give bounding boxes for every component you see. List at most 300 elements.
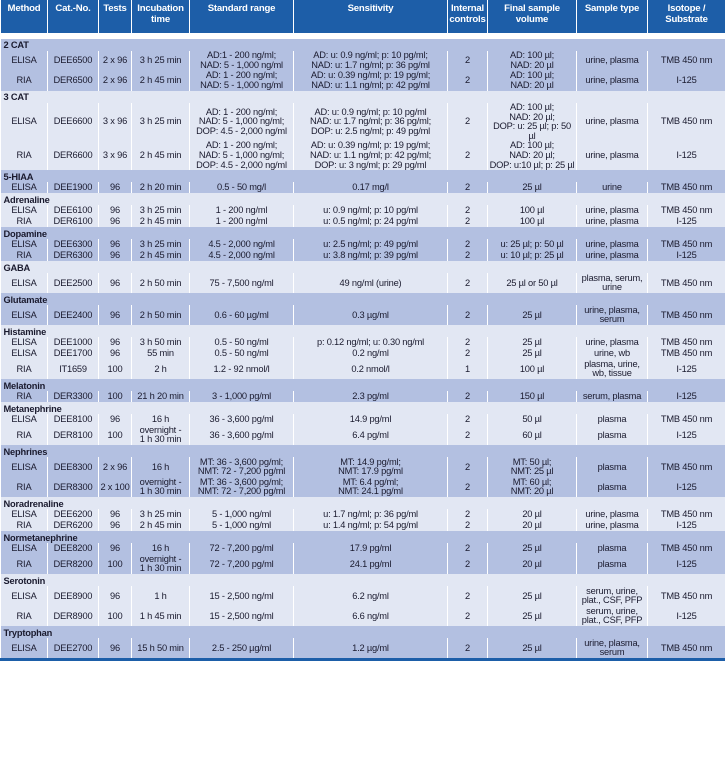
cell-standard-range: AD: 1 - 200 ng/ml; NAD: 5 - 1,000 ng/ml; DOP: 4.5 - 2,000 ng/ml [190, 103, 294, 141]
cell-final-sample-volume: 25 µl [488, 337, 577, 348]
cell-final-sample-volume: 20 µl [488, 554, 577, 574]
cell-tests: 2 x 96 [99, 71, 132, 91]
cell-standard-range: 5 - 1,000 ng/ml [190, 509, 294, 520]
cell-isotope-substrate: I-125 [648, 520, 725, 531]
cell-standard-range: 15 - 2,500 ng/ml [190, 606, 294, 626]
cell-sensitivity: 6.4 pg/ml [294, 425, 448, 445]
cell-cat-no: DEE2500 [48, 273, 99, 293]
cell-internal-controls: 2 [448, 586, 488, 606]
cell-cat-no: DEE1900 [48, 182, 99, 193]
cell-sensitivity: 6.2 ng/ml [294, 586, 448, 606]
cell-incubation-time: 3 h 50 min [132, 337, 190, 348]
cell-sensitivity: 0.2 nmol/l [294, 359, 448, 379]
cell-cat-no: DER8100 [48, 425, 99, 445]
cell-method: RIA [1, 250, 48, 261]
cell-cat-no: DEE6300 [48, 239, 99, 250]
cell-standard-range: AD: 1 - 200 ng/ml; NAD: 5 - 1,000 ng/ml; DOP: 4.5 - 2,000 ng/ml [190, 141, 294, 170]
cell-cat-no: DER6300 [48, 250, 99, 261]
table-row [1, 606, 725, 626]
cell-internal-controls: 2 [448, 250, 488, 261]
cell-standard-range: 1 - 200 ng/ml [190, 205, 294, 216]
cell-internal-controls: 2 [448, 425, 488, 445]
cell-sensitivity: u: 1.4 ng/ml; p: 54 pg/ml [294, 520, 448, 531]
group-header-row [1, 574, 725, 586]
cell-isotope-substrate: TMB 450 nm [648, 239, 725, 250]
table-row [1, 543, 725, 554]
cell-internal-controls: 2 [448, 520, 488, 531]
cell-final-sample-volume: 100 µl [488, 205, 577, 216]
cell-tests: 96 [99, 348, 132, 359]
cell-sample-type: plasma [577, 543, 648, 554]
cell-sample-type: urine, plasma, serum [577, 638, 648, 660]
cell-sensitivity: MT: 6.4 pg/ml; NMT: 24.1 pg/ml [294, 477, 448, 497]
group-name: Tryptophan [1, 626, 725, 638]
cell-isotope-substrate: I-125 [648, 606, 725, 626]
cell-method: RIA [1, 606, 48, 626]
cell-method: ELISA [1, 273, 48, 293]
column-header-method: Method [1, 0, 48, 33]
cell-standard-range: 4.5 - 2,000 ng/ml [190, 239, 294, 250]
group-header-row [1, 261, 725, 273]
group-name: Histamine [1, 325, 725, 337]
cell-sensitivity: 14.9 pg/ml [294, 414, 448, 425]
cell-sensitivity: u: 1.7 ng/ml; p: 36 pg/ml [294, 509, 448, 520]
cell-isotope-substrate: TMB 450 nm [648, 182, 725, 193]
cell-cat-no: DEE8100 [48, 414, 99, 425]
cell-method: RIA [1, 216, 48, 227]
cell-tests: 96 [99, 239, 132, 250]
cell-final-sample-volume: 25 µl [488, 182, 577, 193]
column-header-final-sample-volume: Final sample volume [488, 0, 577, 33]
cell-tests: 100 [99, 554, 132, 574]
cell-isotope-substrate: TMB 450 nm [648, 273, 725, 293]
table-row [1, 638, 725, 660]
cell-final-sample-volume: 50 µl [488, 414, 577, 425]
cell-final-sample-volume: 25 µl [488, 543, 577, 554]
cell-sensitivity: 2.3 pg/ml [294, 391, 448, 402]
group-name: Metanephrine [1, 402, 725, 414]
cell-internal-controls: 2 [448, 205, 488, 216]
cell-standard-range: MT: 36 - 3,600 pg/ml; NMT: 72 - 7,200 pg/ml [190, 457, 294, 477]
cell-isotope-substrate: I-125 [648, 216, 725, 227]
table-row [1, 141, 725, 170]
cell-incubation-time: 2 h 45 min [132, 141, 190, 170]
cell-standard-range: 72 - 7,200 pg/ml [190, 554, 294, 574]
cell-sample-type: urine, plasma [577, 216, 648, 227]
cell-sample-type: plasma [577, 425, 648, 445]
cell-method: RIA [1, 554, 48, 574]
cell-final-sample-volume: 100 µl [488, 216, 577, 227]
cell-incubation-time: 3 h 25 min [132, 51, 190, 71]
cell-isotope-substrate: TMB 450 nm [648, 103, 725, 141]
table-row [1, 216, 725, 227]
cell-method: RIA [1, 71, 48, 91]
cell-standard-range: 4.5 - 2,000 ng/ml [190, 250, 294, 261]
cell-final-sample-volume: 25 µl [488, 305, 577, 325]
table-row [1, 391, 725, 402]
cell-tests: 100 [99, 359, 132, 379]
cell-sample-type: urine, wb [577, 348, 648, 359]
group-name: 3 CAT [1, 91, 725, 103]
cell-incubation-time: overnight - 1 h 30 min [132, 554, 190, 574]
cell-tests: 96 [99, 273, 132, 293]
cell-standard-range: MT: 36 - 3,600 pg/ml; NMT: 72 - 7,200 pg/ml [190, 477, 294, 497]
cell-standard-range: 0.5 - 50 ng/ml [190, 337, 294, 348]
cell-cat-no: IT1659 [48, 359, 99, 379]
cell-cat-no: DEE8200 [48, 543, 99, 554]
cell-incubation-time: 2 h 45 min [132, 216, 190, 227]
cell-method: ELISA [1, 414, 48, 425]
cell-internal-controls: 2 [448, 216, 488, 227]
cell-isotope-substrate: TMB 450 nm [648, 414, 725, 425]
cell-final-sample-volume: MT: 50 µl; NMT: 25 µl [488, 457, 577, 477]
cell-sensitivity: 17.9 pg/ml [294, 543, 448, 554]
cell-incubation-time: 2 h 20 min [132, 182, 190, 193]
cell-incubation-time: 16 h [132, 543, 190, 554]
cell-isotope-substrate: I-125 [648, 141, 725, 170]
cell-sensitivity: u: 2.5 ng/ml; p: 49 pg/ml [294, 239, 448, 250]
cell-sensitivity: 1.2 µg/ml [294, 638, 448, 660]
cell-sensitivity: 0.3 µg/ml [294, 305, 448, 325]
cell-final-sample-volume: AD: 100 µl; NAD: 20 µl [488, 71, 577, 91]
cell-method: ELISA [1, 239, 48, 250]
cell-tests: 96 [99, 250, 132, 261]
cell-sensitivity: AD: u: 0.9 ng/ml; p: 10 pg/ml; NAD: u: 1.7 ng/ml; p: 36 pg/ml [294, 51, 448, 71]
cell-standard-range: 36 - 3,600 pg/ml [190, 414, 294, 425]
cell-isotope-substrate: TMB 450 nm [648, 305, 725, 325]
cell-internal-controls: 2 [448, 554, 488, 574]
cell-isotope-substrate: I-125 [648, 71, 725, 91]
cell-sensitivity: 0.2 ng/ml [294, 348, 448, 359]
group-header-row [1, 325, 725, 337]
cell-method: ELISA [1, 51, 48, 71]
cell-final-sample-volume: 60 µl [488, 425, 577, 445]
cell-standard-range: AD: 1 - 200 ng/ml; NAD: 5 - 1,000 ng/ml [190, 71, 294, 91]
cell-sample-type: plasma [577, 554, 648, 574]
table-row [1, 250, 725, 261]
cell-standard-range: 0.5 - 50 mg/l [190, 182, 294, 193]
cell-method: ELISA [1, 638, 48, 660]
cell-tests: 3 x 96 [99, 141, 132, 170]
cell-internal-controls: 1 [448, 359, 488, 379]
cell-cat-no: DEE8300 [48, 457, 99, 477]
cell-sensitivity: u: 0.5 ng/ml; p: 24 pg/ml [294, 216, 448, 227]
cell-final-sample-volume: AD: 100 µl; NAD: 20 µl [488, 51, 577, 71]
cell-sample-type: urine, plasma [577, 239, 648, 250]
table-row [1, 205, 725, 216]
cell-isotope-substrate: TMB 450 nm [648, 586, 725, 606]
cell-method: RIA [1, 520, 48, 531]
cell-method: ELISA [1, 543, 48, 554]
cell-isotope-substrate: TMB 450 nm [648, 509, 725, 520]
cell-cat-no: DEE8900 [48, 586, 99, 606]
cell-cat-no: DEE6200 [48, 509, 99, 520]
group-header-row [1, 193, 725, 205]
cell-incubation-time: 3 h 25 min [132, 509, 190, 520]
cell-cat-no: DER8300 [48, 477, 99, 497]
cell-final-sample-volume: u: 10 µl; p: 25 µl [488, 250, 577, 261]
cell-final-sample-volume: 20 µl [488, 520, 577, 531]
cell-internal-controls: 2 [448, 51, 488, 71]
group-name: Serotonin [1, 574, 725, 586]
table-row [1, 509, 725, 520]
cell-incubation-time: 3 h 25 min [132, 103, 190, 141]
table-row [1, 554, 725, 574]
cell-sample-type: urine [577, 182, 648, 193]
cell-internal-controls: 2 [448, 239, 488, 250]
cell-sensitivity: 0.17 mg/l [294, 182, 448, 193]
cell-incubation-time: 1 h [132, 586, 190, 606]
cell-final-sample-volume: MT: 60 µl; NMT: 20 µl [488, 477, 577, 497]
cell-standard-range: 1.2 - 92 nmol/l [190, 359, 294, 379]
group-name: 2 CAT [1, 39, 725, 51]
cell-cat-no: DER6100 [48, 216, 99, 227]
table-header [1, 0, 725, 33]
cell-cat-no: DEE2400 [48, 305, 99, 325]
table-row [1, 359, 725, 379]
cell-tests: 96 [99, 182, 132, 193]
cell-final-sample-volume: AD: 100 µl; NAD: 20 µl; DOP: u:10 µl; p: 25 µl [488, 141, 577, 170]
cell-sample-type: plasma, urine, wb, tissue [577, 359, 648, 379]
cell-cat-no: DEE6500 [48, 51, 99, 71]
cell-method: RIA [1, 477, 48, 497]
cell-cat-no: DEE1700 [48, 348, 99, 359]
cell-internal-controls: 2 [448, 606, 488, 626]
cell-internal-controls: 2 [448, 477, 488, 497]
cell-internal-controls: 2 [448, 182, 488, 193]
cell-final-sample-volume: 150 µl [488, 391, 577, 402]
cell-cat-no: DEE1000 [48, 337, 99, 348]
cell-sample-type: urine, plasma [577, 337, 648, 348]
cell-sample-type: urine, plasma [577, 103, 648, 141]
cell-incubation-time: 1 h 45 min [132, 606, 190, 626]
group-header-row [1, 227, 725, 239]
cell-method: RIA [1, 391, 48, 402]
column-header-isotope-substrate: Isotope / Substrate [648, 0, 725, 33]
cell-sensitivity: 49 ng/ml (urine) [294, 273, 448, 293]
table-row [1, 457, 725, 477]
cell-method: RIA [1, 359, 48, 379]
group-name: Normetanephrine [1, 531, 725, 543]
group-header-row [1, 379, 725, 391]
cell-standard-range: 3 - 1,000 pg/ml [190, 391, 294, 402]
cell-method: ELISA [1, 348, 48, 359]
cell-internal-controls: 2 [448, 103, 488, 141]
cell-internal-controls: 2 [448, 273, 488, 293]
cell-internal-controls: 2 [448, 391, 488, 402]
cell-internal-controls: 2 [448, 509, 488, 520]
cell-tests: 100 [99, 606, 132, 626]
cell-final-sample-volume: u: 25 µl; p: 50 µl [488, 239, 577, 250]
cell-standard-range: 2.5 - 250 µg/ml [190, 638, 294, 660]
cell-tests: 96 [99, 509, 132, 520]
group-name: Adrenaline [1, 193, 725, 205]
cell-method: RIA [1, 141, 48, 170]
cell-standard-range: AD:1 - 200 ng/ml; NAD: 5 - 1,000 ng/ml [190, 51, 294, 71]
cell-sample-type: urine, plasma [577, 520, 648, 531]
cell-tests: 96 [99, 205, 132, 216]
cell-incubation-time: 21 h 20 min [132, 391, 190, 402]
cell-standard-range: 0.5 - 50 ng/ml [190, 348, 294, 359]
cell-final-sample-volume: AD: 100 µl; NAD: 20 µl; DOP: u: 25 µl; p: 50 µl [488, 103, 577, 141]
cell-isotope-substrate: I-125 [648, 425, 725, 445]
cell-cat-no: DER3300 [48, 391, 99, 402]
cell-cat-no: DER8900 [48, 606, 99, 626]
table-row [1, 182, 725, 193]
cell-internal-controls: 2 [448, 71, 488, 91]
cell-cat-no: DER6500 [48, 71, 99, 91]
cell-final-sample-volume: 25 µl or 50 µl [488, 273, 577, 293]
cell-cat-no: DER6200 [48, 520, 99, 531]
cell-isotope-substrate: TMB 450 nm [648, 348, 725, 359]
cell-incubation-time: 2 h 45 min [132, 71, 190, 91]
cell-incubation-time: 2 h 45 min [132, 250, 190, 261]
cell-internal-controls: 2 [448, 305, 488, 325]
cell-standard-range: 15 - 2,500 ng/ml [190, 586, 294, 606]
cell-sample-type: urine, plasma [577, 205, 648, 216]
cell-incubation-time: 2 h 50 min [132, 273, 190, 293]
cell-tests: 3 x 96 [99, 103, 132, 141]
cell-standard-range: 1 - 200 ng/ml [190, 216, 294, 227]
cell-standard-range: 0.6 - 60 µg/ml [190, 305, 294, 325]
cell-tests: 96 [99, 638, 132, 660]
cell-final-sample-volume: 25 µl [488, 348, 577, 359]
cell-sample-type: plasma, serum, urine [577, 273, 648, 293]
cell-internal-controls: 2 [448, 457, 488, 477]
cell-incubation-time: overnight - 1 h 30 min [132, 425, 190, 445]
cell-isotope-substrate: TMB 450 nm [648, 638, 725, 660]
cell-sample-type: serum, urine, plat., CSF, PFP [577, 586, 648, 606]
group-name: Glutamate [1, 293, 725, 305]
cell-incubation-time: overnight - 1 h 30 min [132, 477, 190, 497]
cell-cat-no: DER8200 [48, 554, 99, 574]
cell-method: ELISA [1, 305, 48, 325]
cell-method: ELISA [1, 337, 48, 348]
cell-isotope-substrate: I-125 [648, 554, 725, 574]
group-header-row [1, 626, 725, 638]
header-row [1, 0, 725, 33]
cell-incubation-time: 16 h [132, 457, 190, 477]
cell-final-sample-volume: 20 µl [488, 509, 577, 520]
cell-sensitivity: 6.6 ng/ml [294, 606, 448, 626]
column-header-standard-range: Standard range [190, 0, 294, 33]
cell-incubation-time: 15 h 50 min [132, 638, 190, 660]
group-header-row [1, 91, 725, 103]
table-body [1, 33, 725, 660]
cell-incubation-time: 2 h [132, 359, 190, 379]
table-row [1, 414, 725, 425]
cell-internal-controls: 2 [448, 141, 488, 170]
cell-incubation-time: 55 min [132, 348, 190, 359]
cell-tests: 96 [99, 520, 132, 531]
table-row [1, 71, 725, 91]
cell-method: ELISA [1, 509, 48, 520]
cell-tests: 100 [99, 391, 132, 402]
column-header-internal-controls: Internal controls [448, 0, 488, 33]
cell-internal-controls: 2 [448, 337, 488, 348]
cell-method: ELISA [1, 457, 48, 477]
cell-sample-type: plasma [577, 414, 648, 425]
cell-isotope-substrate: I-125 [648, 391, 725, 402]
cell-standard-range: 72 - 7,200 pg/ml [190, 543, 294, 554]
cell-tests: 96 [99, 414, 132, 425]
cell-internal-controls: 2 [448, 638, 488, 660]
cell-internal-controls: 2 [448, 348, 488, 359]
cell-standard-range: 5 - 1,000 ng/ml [190, 520, 294, 531]
table-row [1, 477, 725, 497]
cell-isotope-substrate: I-125 [648, 359, 725, 379]
cell-sample-type: urine, plasma, serum [577, 305, 648, 325]
table-row [1, 239, 725, 250]
cell-sample-type: urine, plasma [577, 141, 648, 170]
cell-method: ELISA [1, 586, 48, 606]
cell-incubation-time: 16 h [132, 414, 190, 425]
cell-tests: 2 x 100 [99, 477, 132, 497]
cell-sensitivity: MT: 14.9 pg/ml; NMT: 17.9 pg/ml [294, 457, 448, 477]
cell-final-sample-volume: 25 µl [488, 586, 577, 606]
column-header-sample-type: Sample type [577, 0, 648, 33]
cell-tests: 96 [99, 337, 132, 348]
table-row [1, 103, 725, 141]
cell-sample-type: urine, plasma [577, 51, 648, 71]
cell-incubation-time: 3 h 25 min [132, 205, 190, 216]
cell-sample-type: plasma [577, 457, 648, 477]
cell-sample-type: urine, plasma [577, 71, 648, 91]
group-name: Noradrenaline [1, 497, 725, 509]
group-name: Nephrines [1, 445, 725, 457]
cell-tests: 100 [99, 425, 132, 445]
column-header-cat-no: Cat.-No. [48, 0, 99, 33]
cell-incubation-time: 2 h 50 min [132, 305, 190, 325]
cell-internal-controls: 2 [448, 543, 488, 554]
table-row [1, 586, 725, 606]
cell-tests: 2 x 96 [99, 457, 132, 477]
group-header-row [1, 39, 725, 51]
group-name: Dopamine [1, 227, 725, 239]
cell-final-sample-volume: 25 µl [488, 638, 577, 660]
cell-method: ELISA [1, 205, 48, 216]
group-header-row [1, 445, 725, 457]
group-name: GABA [1, 261, 725, 273]
cell-isotope-substrate: I-125 [648, 477, 725, 497]
cell-sample-type: serum, plasma [577, 391, 648, 402]
table-row [1, 348, 725, 359]
cell-cat-no: DEE6600 [48, 103, 99, 141]
group-header-row [1, 170, 725, 182]
table-row [1, 337, 725, 348]
column-header-incubation-time: Incubation time [132, 0, 190, 33]
cell-isotope-substrate: TMB 450 nm [648, 543, 725, 554]
cell-incubation-time: 3 h 25 min [132, 239, 190, 250]
cell-isotope-substrate: TMB 450 nm [648, 337, 725, 348]
cell-sample-type: urine, plasma [577, 509, 648, 520]
group-header-row [1, 531, 725, 543]
table-row [1, 305, 725, 325]
cell-cat-no: DEE2700 [48, 638, 99, 660]
cell-tests: 96 [99, 305, 132, 325]
group-header-row [1, 402, 725, 414]
cell-tests: 96 [99, 586, 132, 606]
cell-sensitivity: AD: u: 0.39 ng/ml; p: 19 pg/ml; NAD: u: 1.1 ng/ml; p: 42 pg/ml; DOP: u: 3 ng/ml; p: 29 pg/ml [294, 141, 448, 170]
table-row [1, 520, 725, 531]
cell-tests: 2 x 96 [99, 51, 132, 71]
group-name: 5-HIAA [1, 170, 725, 182]
cell-incubation-time: 2 h 45 min [132, 520, 190, 531]
cell-method: RIA [1, 425, 48, 445]
column-header-tests: Tests [99, 0, 132, 33]
cell-isotope-substrate: TMB 450 nm [648, 51, 725, 71]
cell-method: ELISA [1, 103, 48, 141]
